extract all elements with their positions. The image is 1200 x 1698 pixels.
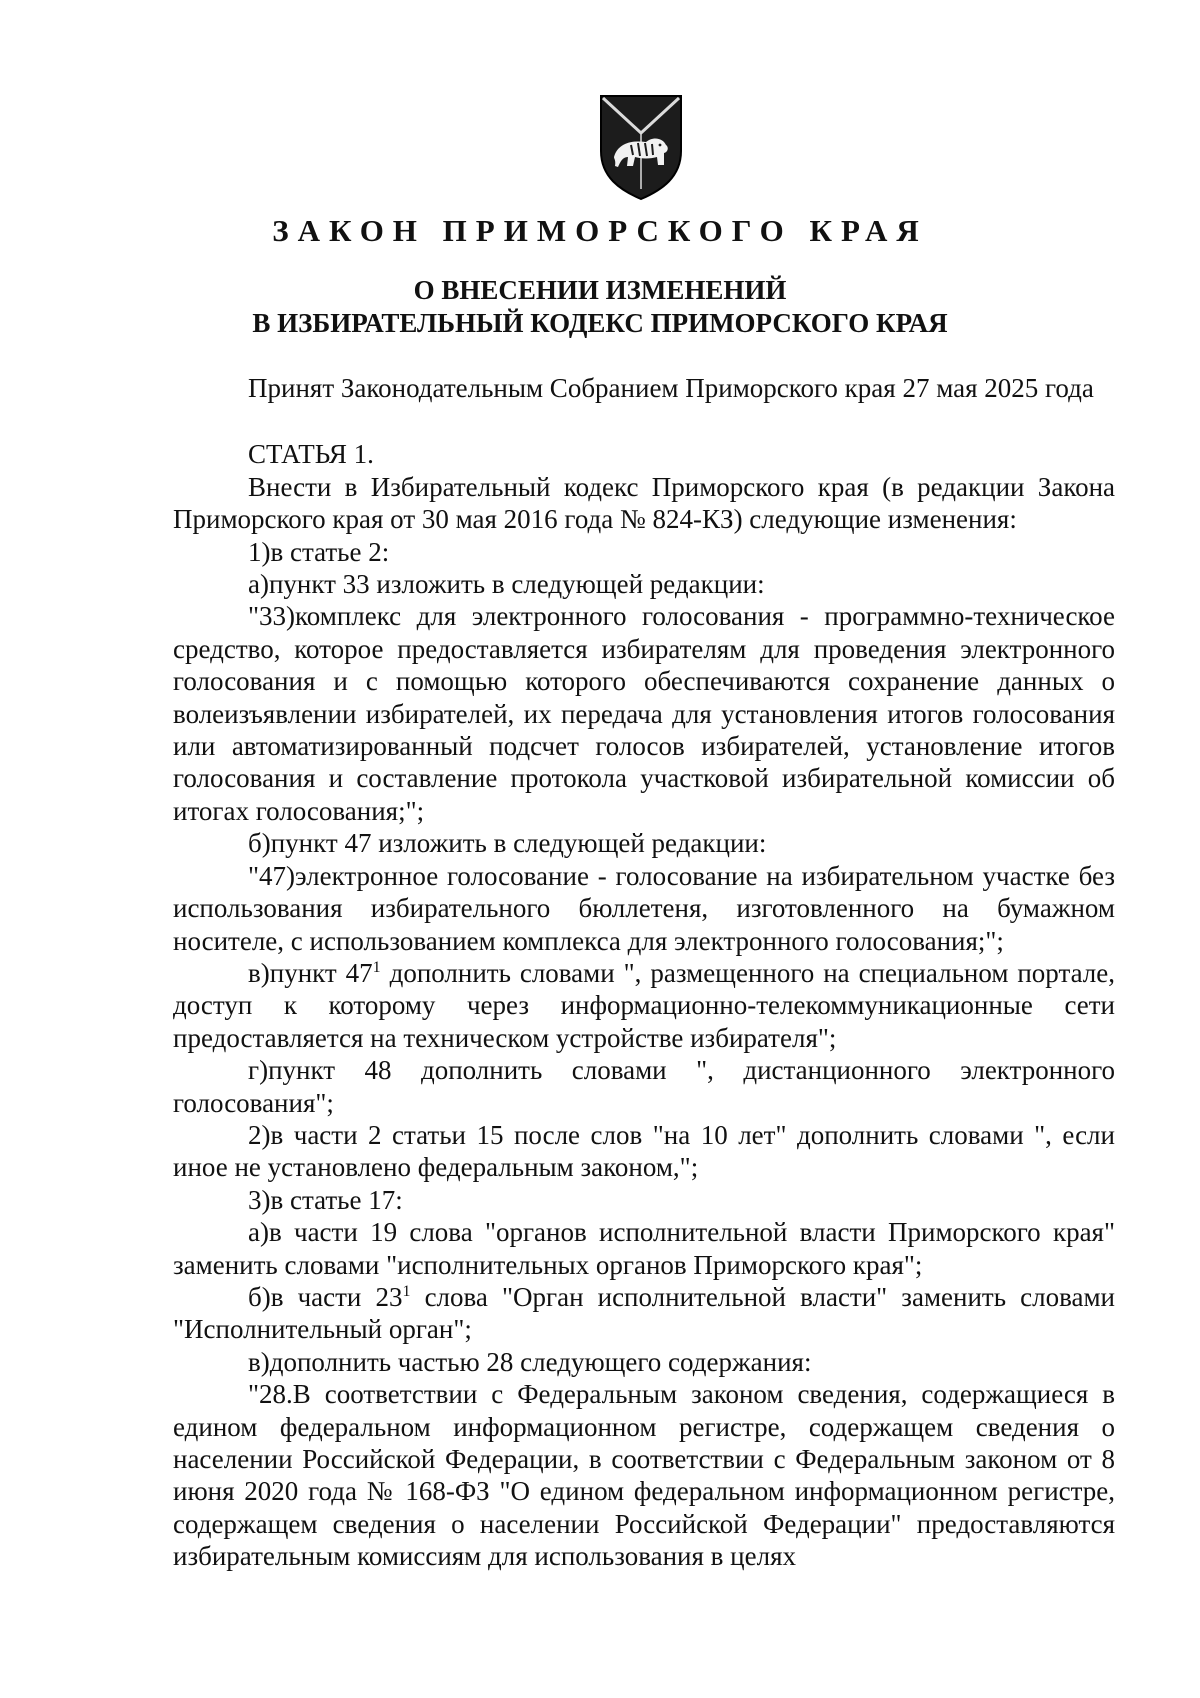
amendment-item-3v: в)дополнить частью 28 следующего содержания: [248, 1346, 812, 1377]
amendment-item-1v [173, 957, 1115, 1054]
article-heading: СТАТЬЯ 1. [248, 439, 374, 470]
document-subtitle-line-1: О ВНЕСЕНИИ ИЗМЕНЕНИЙ [413, 275, 787, 305]
quote-point-33: "33)комплекс для электронного голосования - программно-техническое средство, которое предоставляется избирателям для проведения электронного голосования и с помощью которого обеспечиваются сохранение данных о волеизъявлении избирателей, их передача для установления итогов голосования или автоматизированный подсчет голосов избирателей, установление итогов голосования и составление протокола участковой избирательной комиссии об итогах голосования;"; [173, 601, 1115, 826]
amendment-item-1: 1)в статье 2: [248, 536, 390, 567]
item-1v-prefix: в)пункт 47 [248, 957, 373, 988]
document-title: ЗАКОН ПРИМОРСКОГО КРАЯ [272, 213, 928, 248]
amendment-item-2: 2)в части 2 статьи 15 после слов "на 10 лет" дополнить словами ", если иное не установлено федеральным законом,"; [173, 1119, 1115, 1183]
quote-point-47: "47)электронное голосование - голосование на избирательном участке без использования избирательного бюллетеня, изготовленного на бумажном носителе, с использованием комплекса для электронного голосования;"; [173, 860, 1115, 956]
document-body [173, 372, 1115, 1573]
coat-of-arms-icon [598, 93, 684, 203]
item-1v-superscript: 1 [372, 958, 381, 976]
amendment-item-3b [173, 1281, 1115, 1346]
item-1v-text: дополнить словами ", размещенного на специальном портале, доступ к которому через информационно-телекоммуникационные сети предоставляется на техническом устройстве избирателя"; [173, 957, 1115, 1053]
amendment-item-1g: г)пункт 48 дополнить словами ", дистанционного электронного голосования"; [173, 1055, 1115, 1118]
item-3b-text: слова "Орган исполнительной власти" заменить словами "Исполнительный орган"; [173, 1281, 1115, 1345]
amendment-item-1a: а)пункт 33 изложить в следующей редакции: [248, 569, 765, 600]
item-3b-superscript: 1 [402, 1282, 411, 1300]
amendment-item-1b: б)пункт 47 изложить в следующей редакции: [248, 828, 767, 859]
quote-part-28: "28.В соответствии с Федеральным законом сведения, содержащиеся в едином федеральном информационном регистре, содержащем сведения о населении Российской Федерации, в соответствии с Федеральным законом от 8 июня 2020 года № 168-ФЗ "О едином федеральном информационном регистре, содержащем сведения о населении Российской Федерации" предоставляются избирательным комиссиям для использования в целях [173, 1379, 1115, 1572]
article-intro: Внести в Избирательный кодекс Приморского края (в редакции Закона Приморского края от 30 мая 2016 года № 824-КЗ) следующие изменения: [173, 471, 1115, 535]
adoption-note: Принят Законодательным Собранием Приморского края 27 мая 2025 года [248, 373, 1094, 403]
item-3b-prefix: б)в части 23 [248, 1281, 403, 1312]
amendment-item-3a: а)в части 19 слова "органов исполнительной власти Приморского края" заменить словами "исполнительных органов Приморского края"; [173, 1217, 1115, 1280]
document-subtitle-line-2: В ИЗБИРАТЕЛЬНЫЙ КОДЕКС ПРИМОРСКОГО КРАЯ [252, 308, 948, 338]
amendment-item-3: 3)в статье 17: [248, 1184, 403, 1215]
